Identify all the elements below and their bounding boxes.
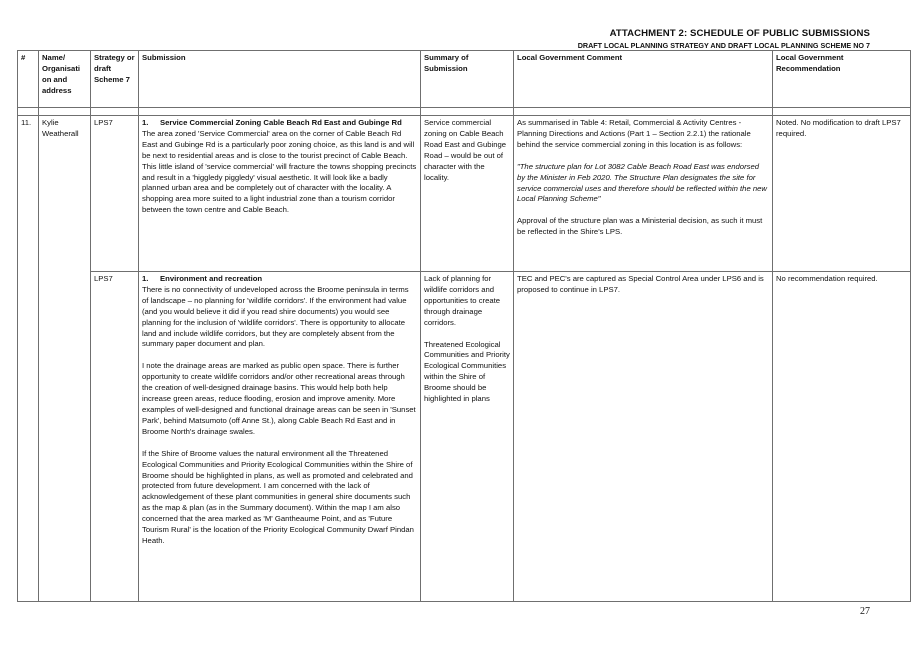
row2-summary-para2: Threatened Ecological Communities and Priority Ecological Communities within the Shire of Broome should be highlighted in plans bbox=[424, 339, 510, 404]
row1-comment bbox=[514, 116, 773, 272]
page-number: 27 bbox=[860, 606, 870, 617]
row2-submission bbox=[139, 272, 421, 602]
row1-comment-intro: As summarised in Table 4: Retail, Commercial & Activity Centres - Planning Directions and Actions (Part 1 – Section 2.2.1) the rationale behind the service commercial zoning in this location is as follows: bbox=[517, 118, 751, 149]
row2-comment: TEC and PEC's are captured as Special Control Area under LPS6 and is proposed to continue in LPS7. bbox=[514, 272, 773, 602]
attachment-title: ATTACHMENT 2: SCHEDULE OF PUBLIC SUBMISSIONS bbox=[609, 28, 870, 39]
row2-submission-para1: There is no connectivity of undeveloped across the Broome peninsula in terms of landscape – no planning for 'wildlife corridors'. If the environment had value (and you would believe it did if you read shire documents) you would see planning for the inclusion of 'wildlife corridors'. There is opportunity to allocate land and include wildlife corridors, but they are completely absent from the summary paper document and plan. bbox=[142, 284, 409, 349]
row2-strategy: LPS7 bbox=[91, 272, 139, 602]
row2-summary bbox=[421, 272, 514, 602]
row2-submission-heading: 1. Environment and recreation bbox=[142, 274, 263, 283]
col-header-number: # bbox=[18, 51, 39, 108]
attachment-subtitle: DRAFT LOCAL PLANNING STRATEGY AND DRAFT LOCAL PLANNING SCHEME NO 7 bbox=[577, 41, 870, 50]
col-header-submission: Submission bbox=[139, 51, 421, 108]
row1-recommendation: Noted. No modification to draft LPS7 required. bbox=[773, 116, 911, 272]
row2-submission-para3: If the Shire of Broome values the natural environment all the Threatened Ecological Communities and Priority Ecological Communities within the Shire of Broome should be highlighted in plans, as well as promoted and celebrated and protected from future development. I am concerned with the lack of acknowledgement of these plant communities in general shire documents such as the map & plan (as in the Summary document). Within the map I am also concerned that the area marked as 'M' Gantheaume Point, and as 'Future Tourism Rural' is the location of the Priority Ecological Community Dwarf Pindan Heath. bbox=[142, 448, 414, 545]
row2-recommendation: No recommendation required. bbox=[773, 272, 911, 602]
col-header-comment: Local Government Comment bbox=[514, 51, 773, 108]
col-header-summary: Summary of Submission bbox=[421, 51, 514, 108]
row1-summary: Service commercial zoning on Cable Beach Road East and Gubinge Road – would be out of character with the locality. bbox=[421, 116, 514, 272]
entry-number: 11. bbox=[18, 116, 39, 602]
row1-submission-body: The area zoned 'Service Commercial' area on the corner of Cable Beach Rd East and Gubinge Rd is a particularly poor zoning choice, as this land is and will be next to residential areas and is close to the tourist precinct of Cable Beach. This little island of 'service commercial' will fracture the towns shopping precincts and result in a 'higgledy piggledy' visual aesthetic. It will look like a badly planned urban area and be completely out of character with the locality. A shopping area more suited to a light industrial zone than a tourism corridor between the town centre and Cable Beach. bbox=[142, 128, 417, 215]
row1-comment-conclusion: Approval of the structure plan was a Ministerial decision, as such it must be reflected in the Shire's LPS. bbox=[517, 216, 763, 237]
row1-strategy: LPS7 bbox=[91, 116, 139, 272]
row1-submission-heading: 1. Service Commercial Zoning Cable Beach Rd East and Gubinge Rd bbox=[142, 118, 402, 127]
row1-submission bbox=[139, 116, 421, 272]
row2-submission-para2: I note the drainage areas are marked as public open space. There is further opportunity to create wildlife corridors and/or other recreational areas through the creation of well-designed drainage basins. This would help both help increase green areas, reduce flooding, erosion and improve amenity. More examples of well-designed and functional drainage areas can be seen in 'Sunset Park', behind Matsumoto (off Anne St.), along Cable Beach Rd East and in Broome North's drainage swales. bbox=[142, 361, 416, 436]
col-header-name: Name/ Organisati on and address bbox=[39, 51, 91, 108]
table-row bbox=[18, 272, 911, 602]
table-row bbox=[18, 116, 911, 272]
col-header-strategy: Strategy or draft Scheme 7 bbox=[91, 51, 139, 108]
spacer-row bbox=[18, 108, 911, 116]
submissions-table bbox=[17, 50, 911, 602]
row1-comment-quote: "The structure plan for Lot 3082 Cable Beach Road East was endorsed by the Minister in Feb 2020. The Structure Plan designates the site for service commercial uses and therefore should be reflected within the new Local Planning Scheme" bbox=[517, 161, 767, 204]
col-header-recommendation: Local Government Recommendation bbox=[773, 51, 911, 108]
row2-summary-para1: Lack of planning for wildlife corridors and opportunities to create through drainage corridors. bbox=[424, 274, 501, 327]
table-header-row bbox=[18, 51, 911, 108]
entry-name: Kylie Weatherall bbox=[39, 116, 91, 602]
